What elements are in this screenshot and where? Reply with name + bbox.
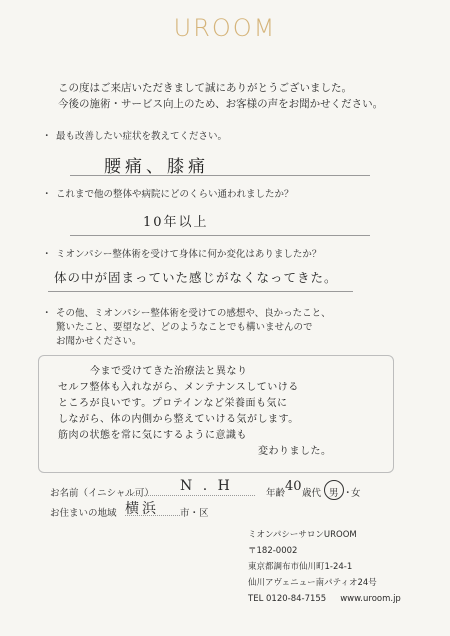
question-4-line-3: お聞かせください。 xyxy=(56,336,142,347)
website-url: www.uroom.jp xyxy=(340,594,401,604)
intro-text xyxy=(58,80,418,112)
question-4-line-1: その他、ミオンパシー整体術を受けての感想や、良かったこと、 xyxy=(56,308,331,319)
bullet: ・ xyxy=(42,308,52,319)
question-3 xyxy=(42,248,422,262)
intro-line-2: 今後の施術・サービス向上のため、お客様の声をお聞かせください。 xyxy=(58,98,384,110)
age-label: 年齢 xyxy=(266,488,286,499)
comment-line: ところが良いです。プロテインなど栄養面も気に xyxy=(58,398,288,409)
gender-separator: ・ xyxy=(343,488,353,499)
bullet: ・ xyxy=(42,249,52,260)
answer-1: 腰痛、膝痛 xyxy=(104,157,209,177)
address-suffix: 市・区 xyxy=(180,508,209,519)
name-value: N . H xyxy=(180,478,233,494)
company-name: ミオンパシーサロンUROOM xyxy=(248,530,357,540)
answer-2-line xyxy=(70,235,370,236)
age-suffix: 歳代 xyxy=(302,488,322,499)
question-3-text: ミオンパシー整体術を受けて身体に何か変化はありましたか？ xyxy=(56,249,322,260)
question-1-text: 最も改善したい症状を教えてください。 xyxy=(56,131,228,142)
footer-contact xyxy=(248,527,438,607)
question-2 xyxy=(42,188,422,202)
answer-2: 10年以上 xyxy=(143,215,209,230)
address-line-1: 東京都調布市仙川町1-24-1 xyxy=(248,562,353,572)
bullet: ・ xyxy=(42,131,52,142)
answer-3-line xyxy=(48,291,353,292)
comment-line: セルフ整体も入れながら、メンテナンスしていける xyxy=(58,382,299,393)
gender-female: 女 xyxy=(351,488,361,499)
intro-line-1: この度はご来店いただきまして誠にありがとうございました。 xyxy=(58,82,352,94)
question-1 xyxy=(42,130,422,144)
question-4-line-2: 驚いたこと、要望など、どのようなことでも構いませんので xyxy=(56,322,313,333)
address-label: お住まいの地域 xyxy=(50,508,117,519)
answer-1-line xyxy=(70,175,370,176)
comment-line: しながら、体の内側から整えていける気がします。 xyxy=(58,414,299,425)
comment-line: 筋肉の状態を常に気にするように意識も xyxy=(58,430,247,441)
name-label: お名前（イニシャル可） xyxy=(50,488,154,499)
comment-line: 今まで受けてきた治療法と異なり xyxy=(90,366,248,377)
contact-row xyxy=(248,591,438,607)
name-line xyxy=(125,495,255,496)
comment-line: 変わりました。 xyxy=(258,446,332,457)
address-line-2: 仙川アヴェニュー南パティオ24号 xyxy=(248,578,377,588)
bullet: ・ xyxy=(42,189,52,200)
address-value: 横浜 xyxy=(125,501,159,517)
question-2-text: これまで他の整体や病院にどのくらい通われましたか？ xyxy=(56,189,294,200)
answer-3: 体の中が固まっていた感じがなくなってきた。 xyxy=(54,270,338,285)
age-value: 40 xyxy=(285,479,302,494)
gender-male: 男 xyxy=(329,488,339,499)
question-4 xyxy=(42,307,422,349)
brand-logo: UROOM xyxy=(173,14,277,42)
zip-code: 〒182-0002 xyxy=(248,546,298,556)
comment-text xyxy=(58,364,388,460)
phone-number: TEL 0120-84-7155 xyxy=(248,594,327,604)
address-line xyxy=(125,515,180,516)
